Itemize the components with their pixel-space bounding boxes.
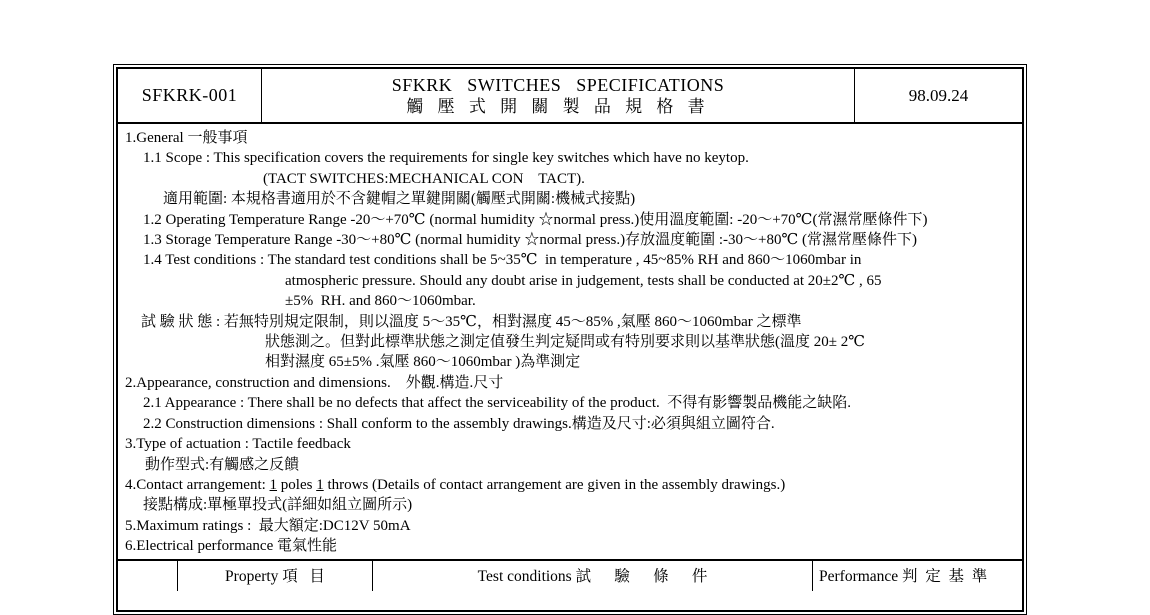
- document-number: SFKRK-001: [118, 69, 262, 122]
- document-date: 98.09.24: [908, 85, 969, 105]
- line-text: atmospheric pressure. Should any doubt arise in judgement, tests shall be conducted at 20±2℃ , 65: [285, 272, 882, 289]
- doc-line: [125, 373, 1020, 393]
- doc-line: [125, 393, 1020, 413]
- line-text: 狀態測之。但對此標準狀態之測定值發生判定疑問或有特別要求則以基準狀態(溫度 20± 2℃: [265, 334, 866, 351]
- doc-line: [125, 291, 1020, 311]
- line-text: 4.Contact arrangement:: [125, 476, 270, 493]
- doc-line: [125, 495, 1020, 515]
- doc-line: [125, 434, 1020, 454]
- line-text: 2.1 Appearance : There shall be no defects that affect the serviceability of the product. 不得有影響製品機能之缺陷.: [143, 395, 851, 412]
- line-text: 1.1 Scope : This specification covers the requirements for single key switches which have no keytop.: [143, 150, 749, 167]
- line-text: 1.General 一般事項: [125, 130, 248, 146]
- line-text: ±5% RH. and 860～1060mbar.: [285, 293, 476, 310]
- doc-line: [125, 250, 1020, 270]
- line-text: 6.Electrical performance 電氣性能: [125, 538, 337, 555]
- body-lines: [118, 124, 1022, 557]
- line-text: 1.2 Operating Temperature Range -20～+70℃ (normal humidity ☆normal press.)使用溫度範圍: -20～+70℃(常濕常壓條件下): [143, 211, 928, 228]
- line-text: 動作型式:有觸感之反饋: [145, 456, 300, 473]
- doc-line: [125, 169, 1020, 189]
- doc-line: [125, 352, 1020, 372]
- doc-line: [125, 414, 1020, 434]
- line-text: 接點構成:單極單投式(詳細如組立圖所示): [143, 497, 413, 514]
- line-text: 1.4 Test conditions : The standard test conditions shall be 5~35℃ in temperature , 45~85% RH and 860～1060mbar in: [143, 252, 862, 269]
- table-header-test-conditions: Test conditions 試 驗 條 件: [373, 561, 813, 591]
- document-header: [118, 69, 1022, 124]
- doc-line: [125, 271, 1020, 291]
- doc-line: [125, 455, 1020, 475]
- doc-line: [125, 128, 1020, 148]
- doc-line: [125, 148, 1020, 168]
- underlined-value: 1: [316, 476, 324, 493]
- line-text: (TACT SWITCHES:MECHANICAL CON TACT).: [263, 170, 585, 187]
- doc-line: [125, 189, 1020, 209]
- line-text: 2.Appearance, construction and dimensions. 外觀.構造.尺寸: [125, 374, 504, 391]
- doc-line: [125, 536, 1020, 556]
- document-title: [262, 69, 855, 122]
- line-text: 1.3 Storage Temperature Range -30～+80℃ (normal humidity ☆normal press.)存放溫度範圍 :-30～+80℃ (常濕常壓條件下): [143, 232, 918, 249]
- underlined-value: 1: [269, 476, 278, 493]
- title-english: SFKRK SWITCHES SPECIFICATIONS: [391, 74, 725, 95]
- spec-document: [113, 64, 1027, 615]
- line-text: 5.Maximum ratings : 最大額定:DC12V 50mA: [125, 517, 411, 534]
- title-chinese: 觸 壓 式 開 關 製 品 規 格 書: [406, 97, 710, 117]
- doc-line: [125, 312, 1020, 332]
- line-text: 2.2 Construction dimensions : Shall conform to the assembly drawings.構造及尺寸:必須與組立圖符合.: [143, 415, 775, 432]
- line-text: 3.Type of actuation : Tactile feedback: [125, 436, 351, 453]
- doc-line: [125, 230, 1020, 250]
- doc-line: [125, 332, 1020, 352]
- line-text: 相對濕度 65±5% .氣壓 860～1060mbar )為準測定: [265, 354, 581, 371]
- table-header-property: Property 項 目: [178, 561, 373, 591]
- doc-line: [125, 516, 1020, 536]
- doc-line: [125, 475, 1020, 495]
- line-text: throws (Details of contact arrangement are given in the assembly drawings.): [323, 476, 786, 493]
- line-text: poles: [277, 476, 317, 493]
- table-header-performance: Performance 判 定 基 準: [819, 567, 988, 585]
- doc-line: [125, 210, 1020, 230]
- line-text: 適用範圍: 本規格書適用於不含鍵帽之單鍵開關(觸壓式開關:機械式接點): [163, 191, 636, 208]
- electrical-performance-table: [118, 559, 1022, 591]
- line-text: 試 驗 狀 態 : 若無特別規定限制，則以溫度 5～35℃，相對濕度 45～85% ,氣壓 860～1060mbar 之標準: [141, 313, 802, 330]
- document-border: [116, 67, 1024, 612]
- table-header-index: [118, 561, 178, 591]
